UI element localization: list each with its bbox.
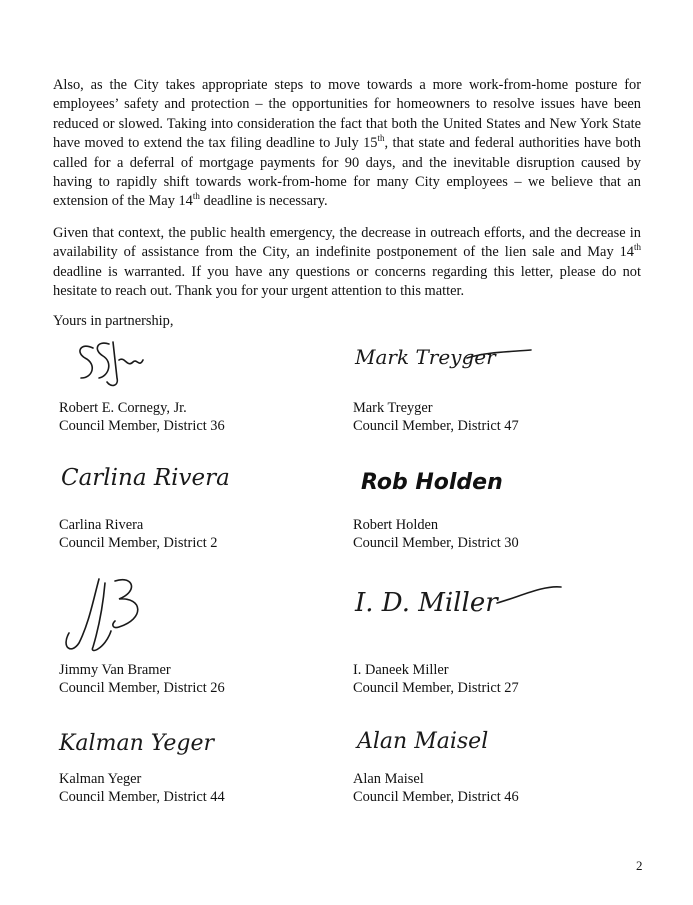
- signature-van-bramer: [53, 571, 163, 657]
- signature-maisel: [347, 718, 527, 766]
- signature-script: Rob Holden: [361, 470, 503, 495]
- paragraph-postponement: [53, 224, 641, 302]
- signatory-name: Alan Maisel: [353, 771, 424, 787]
- signatory-role: Council Member, District 36: [59, 418, 225, 434]
- paragraph-text: , that state and federal authorities have both called for a deferral of mortgage payments for 90 days, and the inevitable disruption caused by having to rapidly shift towards work-from-home for many City employees – we believe that an extension of the May 14: [53, 135, 641, 210]
- signature-block-treyger: [347, 338, 577, 438]
- superscript: th: [192, 191, 200, 202]
- signatory-role: Council Member, District 27: [353, 680, 519, 696]
- signatory-role: Council Member, District 44: [59, 789, 225, 805]
- signature-script: Carlina Rivera: [61, 465, 230, 491]
- signature-block-maisel: [347, 718, 577, 810]
- signature-script: Kalman Yeger: [59, 731, 214, 756]
- signatory-name: Kalman Yeger: [59, 771, 142, 787]
- paragraph-text: Given that context, the public health emergency, the decrease in outreach efforts, and the decrease in availability of assistance from the City, an indefinite postponement of the lien sale and May 14: [53, 225, 641, 261]
- signature-treyger: [347, 338, 537, 378]
- signature-script: I. D. Miller: [355, 588, 498, 618]
- signature-holden: [347, 455, 507, 501]
- signature-miller: [347, 571, 567, 627]
- signatory-role: Council Member, District 26: [59, 680, 225, 696]
- signatory-role: Council Member, District 46: [353, 789, 519, 805]
- signatory-name: Jimmy Van Bramer: [59, 662, 171, 678]
- superscript: th: [633, 242, 641, 253]
- signature-yeger: [53, 718, 223, 766]
- page-number: 2: [636, 858, 643, 873]
- signature-block-cornegy: [53, 338, 283, 438]
- signature-block-van-bramer: [53, 571, 283, 699]
- signatory-name: Mark Treyger: [353, 400, 433, 416]
- signature-rivera: [53, 455, 233, 497]
- paragraph-text: deadline is necessary.: [199, 193, 328, 210]
- superscript: th: [377, 133, 385, 144]
- signature-cornegy: [53, 338, 163, 390]
- signature-block-miller: [347, 571, 577, 699]
- paragraph-text: Also, as the City takes appropriate steps to move towards a more work-from-home posture for employees’ safety and protection – the opportunities for homeowners to resolve issues have been reduced or slowed. Taking into consideration the fact that both the United States and New York State have moved to extend the tax filing deadline to July 15: [53, 77, 641, 152]
- paragraph-text: deadline is warranted. If you have any questions or concerns regarding this letter, please do not hesitate to reach out. Thank you for your urgent attention to this matter.: [53, 263, 641, 300]
- signatory-name: Carlina Rivera: [59, 517, 144, 533]
- signatory-role: Council Member, District 30: [353, 535, 519, 551]
- signature-block-holden: [347, 455, 577, 555]
- signature-block-rivera: [53, 455, 283, 555]
- signatory-role: Council Member, District 47: [353, 418, 519, 434]
- signatory-name: Robert Holden: [353, 517, 439, 533]
- closing-line: Yours in partnership,: [53, 313, 174, 329]
- paragraph-work-from-home: [53, 76, 641, 212]
- signatory-name: I. Daneek Miller: [353, 662, 449, 678]
- signatory-role: Council Member, District 2: [59, 535, 218, 551]
- signature-script: Mark Treyger: [355, 345, 496, 369]
- signatory-name: Robert E. Cornegy, Jr.: [59, 400, 187, 416]
- signature-script: Alan Maisel: [357, 729, 489, 754]
- signature-block-yeger: [53, 718, 283, 810]
